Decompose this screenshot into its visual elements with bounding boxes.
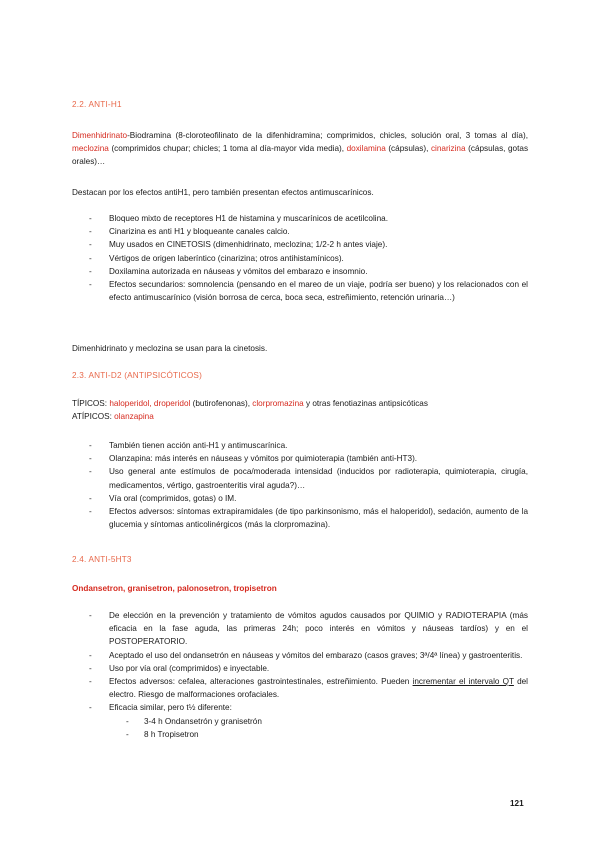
drug-dimenhidrinato: Dimenhidrinato bbox=[72, 131, 128, 140]
anti-d2-atipicos-line bbox=[72, 410, 528, 423]
atipicos-label: ATÍPICOS: bbox=[72, 412, 112, 421]
anti-h1-bullet-list bbox=[72, 212, 528, 304]
drug-doxilamina: doxilamina bbox=[346, 144, 386, 154]
list-item: - Efectos adversos: síntomas extrapiramidales (de tipo parkinsonismo, más el haloperidol), sedación, aumento de la glucemia y síntomas anticolinérgicos (más la clorpromazina). bbox=[72, 505, 528, 531]
typicos-text-1: (butirofenonas), bbox=[192, 399, 250, 408]
drug-cinarizina: cinarizina bbox=[430, 144, 466, 154]
intro-text-1: -Biodramina (8-cloroteofilinato de la difenhidramina; comprimidos, chicles, solución oral, 3 tomas al día), bbox=[127, 131, 528, 140]
efficacy-text: Eficacia similar, pero t½ diferente: bbox=[109, 703, 232, 713]
list-item: - Uso general ante estímulos de poca/moderada intensidad (inducidos por radioterapia, quimioterapia, cirugía, medicamentos, vértigo, gastroenteritis viral aguda?)… bbox=[72, 465, 528, 491]
intro-text-2: (comprimidos chupar; chicles; 1 toma al día-mayor vida media), bbox=[111, 144, 345, 154]
list-item bbox=[72, 675, 528, 701]
sub-list-item: - 3-4 h Ondansetrón y granisetrón bbox=[109, 715, 528, 728]
section-heading-anti-d2: 2.3. ANTI-D2 (ANTIPSICÓTICOS) bbox=[72, 371, 202, 380]
drug-meclozina: meclozina bbox=[72, 144, 109, 154]
list-item: - Olanzapina: más interés en náuseas y vómitos por quimioterapia (también anti-HT3). bbox=[72, 452, 528, 465]
typicos-label: TÍPICOS: bbox=[72, 399, 108, 408]
list-item: - También tienen acción anti-H1 y antimuscarínica. bbox=[72, 439, 528, 452]
list-item: - Aceptado el uso del ondansetrón en náuseas y vómitos del embarazo (casos graves; 3ª/4ª línea) y gastroenteritis. bbox=[72, 649, 528, 662]
list-item: - Bloqueo mixto de receptores H1 de histamina y muscarínicos de acetilcolina. bbox=[72, 212, 528, 225]
anti-d2-typicos-line bbox=[72, 397, 528, 410]
list-item: - Cinarizina es anti H1 y bloqueante canales calcio. bbox=[72, 225, 528, 238]
adverse-effects-text: Efectos adversos: cefalea, alteraciones gastrointestinales, estreñimiento. Pueden bbox=[109, 677, 410, 687]
anti-h1-closing: Dimenhidrinato y meclozina se usan para la cinetosis. bbox=[72, 344, 268, 353]
half-life-sublist bbox=[109, 715, 528, 741]
list-item: - Doxilamina autorizada en náuseas y vómitos del embarazo e insomnio. bbox=[72, 265, 528, 278]
anti-h1-intro-paragraph bbox=[72, 129, 528, 169]
list-item: - Muy usados en CINETOSIS (dimenhidrinato, meclozina; 1/2-2 h antes viaje). bbox=[72, 238, 528, 251]
list-item: - Uso por vía oral (comprimidos) e inyectable. bbox=[72, 662, 528, 675]
page-number: 121 bbox=[510, 799, 524, 808]
drug-haloperidol-droperidol: haloperidol, droperidol bbox=[109, 399, 191, 408]
section-heading-anti-h1: 2.2. ANTI-H1 bbox=[72, 100, 122, 109]
drug-olanzapina: olanzapina bbox=[114, 412, 154, 421]
anti-5ht3-drug-list: Ondansetron, granisetron, palonosetron, tropisetron bbox=[72, 584, 277, 593]
anti-d2-bullet-list bbox=[72, 439, 528, 531]
list-item: - Efectos secundarios: somnolencia (pensando en el mareo de un viaje, podría ser bueno) y los relacionados con el efecto antimuscarínico (visión borrosa de cerca, boca seca, estreñimiento, retención urinaria…) bbox=[72, 278, 528, 304]
section-heading-anti-5ht3: 2.4. ANTI-5HT3 bbox=[72, 555, 132, 564]
list-item: - Vértigos de origen laberíntico (cinarizina; otros antihistamínicos). bbox=[72, 252, 528, 265]
qt-interval-underlined: incrementar el intervalo QT bbox=[412, 677, 514, 687]
list-item: - De elección en la prevención y tratamiento de vómitos agudos causados por QUIMIO y RADIOTERAPIA (más eficacia en la fase aguda, las primeras 24h; poco interés en vómitos y náuseas tardíos) y en el POSTOPERATORIO. bbox=[72, 609, 528, 649]
typicos-text-2: y otras fenotiazinas antipsicóticas bbox=[305, 399, 428, 408]
adverse-effects-text-end: del electro. Riesgo de malformaciones orofaciales. bbox=[109, 677, 529, 700]
drug-clorpromazina: clorpromazina bbox=[252, 399, 304, 408]
intro-text-3: (cápsulas), bbox=[388, 144, 429, 154]
list-item: - Vía oral (comprimidos, gotas) o IM. bbox=[72, 492, 528, 505]
list-item bbox=[72, 701, 528, 741]
anti-5ht3-bullet-list bbox=[72, 609, 528, 741]
anti-h1-highlight: Destacan por los efectos antiH1, pero también presentan efectos antimuscarínicos. bbox=[72, 188, 374, 197]
intro-text-4: (cápsulas, gotas orales)… bbox=[72, 144, 529, 167]
sub-list-item: - 8 h Tropisetron bbox=[109, 728, 528, 741]
